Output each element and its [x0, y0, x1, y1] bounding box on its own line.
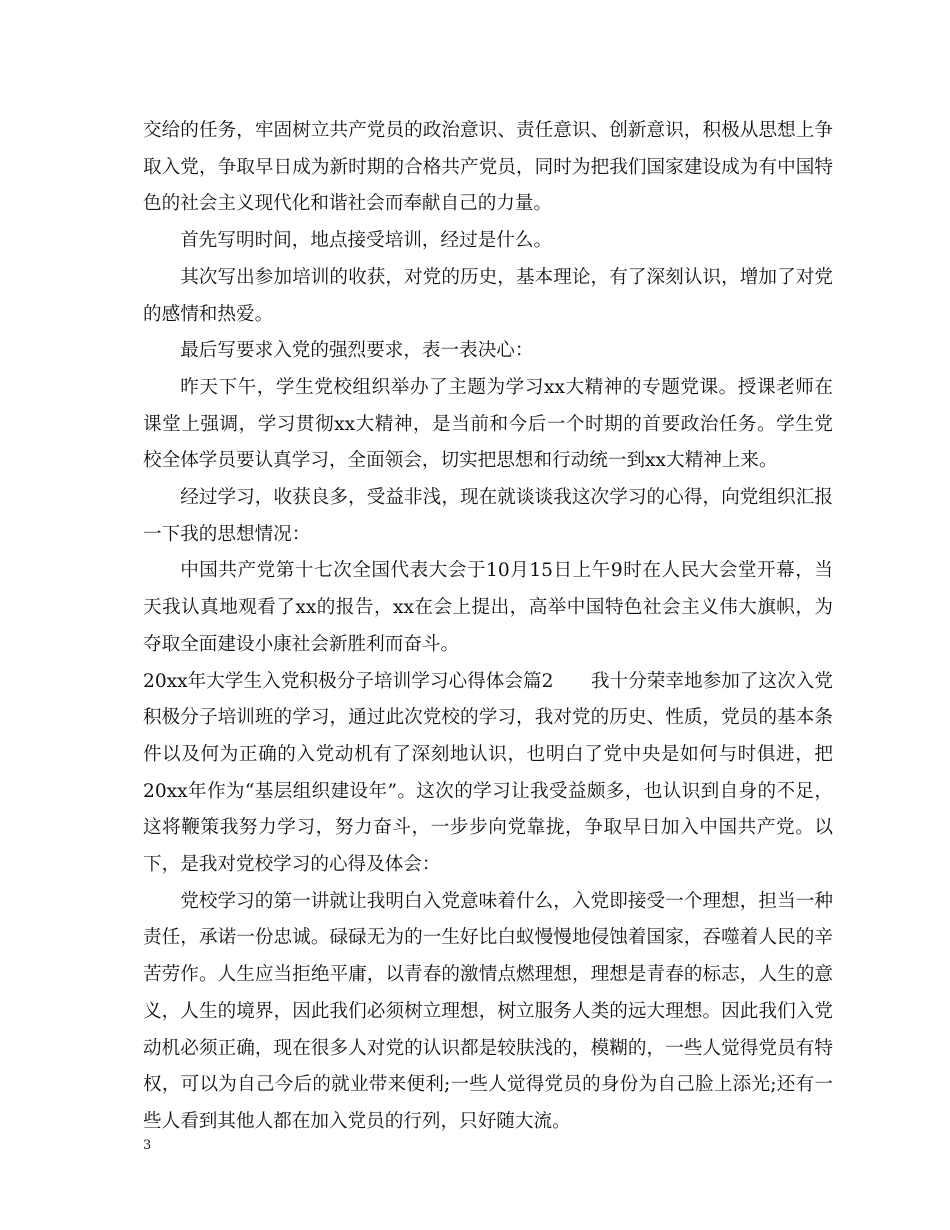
body-text	[143, 113, 833, 1141]
paragraph-heading-inline: 20xx年大学生入党积极分子培训学习心得体会篇2 我十分荣幸地参加了这次入党积极分子培训班的学习，通过此次党校的学习，我对党的历史、性质，党员的基本条件以及何为正确的入党动机有了深刻地认识，也明白了党中央是如何与时俱进，把20xx年作为“基层组织建设年”。这次的学习让我受益颇多，也认识到自身的不足，这将鞭策我努力学习，努力奋斗，一步步向党靠拢，争取早日加入中国共产党。以下，是我对党校学习的心得及体会：	[143, 670, 833, 876]
paragraph: 交给的任务，牢固树立共产党员的政治意识、责任意识、创新意识，积极从思想上争取入党，争取早日成为新时期的合格共产党员，同时为把我们国家建设成为有中国特色的社会主义现代化和谐社会而奉献自己的力量。	[143, 120, 833, 215]
page-number: 3	[143, 1138, 152, 1153]
paragraph: 中国共产党第十七次全国代表大会于10月15日上午9时在人民大会堂开幕，当天我认真地观看了xx的报告，xx在会上提出，高举中国特色社会主义伟大旗帜，为夺取全面建设小康社会新胜利而奋斗。	[143, 560, 833, 655]
paragraph: 其次写出参加培训的收获，对党的历史，基本理论，有了深刻认识，增加了对党的感情和热爱。	[143, 266, 833, 325]
paragraph: 经过学习，收获良多，受益非浅，现在就谈谈我这次学习的心得，向党组织汇报一下我的思想情况：	[143, 487, 833, 545]
paragraph: 党校学习的第一讲就让我明白入党意味着什么，入党即接受一个理想，担当一种责任，承诺一份忠诚。碌碌无为的一生好比白蚁慢慢地侵蚀着国家，吞噬着人民的辛苦劳作。人生应当拒绝平庸，以青春的激情点燃理想，理想是青春的标志，人生的意义，人生的境界，因此我们必须树立理想，树立服务人类的远大理想。因此我们入党动机必须正确，现在很多人对党的认识都是较肤浅的，模糊的，一些人觉得党员有特权，可以为自己今后的就业带来便利;一些人觉得党员的身份为自己脸上添光;还有一些人看到其他人都在加入党员的行列，只好随大流。	[143, 890, 833, 1132]
paragraph: 最后写要求入党的强烈要求，表一表决心：	[180, 340, 534, 362]
paragraph: 昨天下午，学生党校组织举办了主题为学习xx大精神的专题党课。授课老师在课堂上强调，学习贯彻xx大精神，是当前和今后一个时期的首要政治任务。学生党校全体学员要认真学习，全面领会，切实把思想和行动统一到xx大精神上来。	[143, 376, 833, 472]
paragraph: 首先写明时间，地点接受培训，经过是什么。	[180, 230, 553, 252]
